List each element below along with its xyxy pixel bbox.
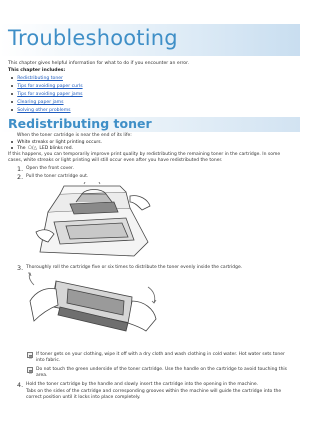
toc-link-clearing-jams[interactable]: Clearing paper jams [17, 99, 64, 105]
toc-item [11, 74, 83, 82]
note-text: If toner gets on your clothing, wipe it off with a dry cloth and wash clothing in cold water. Hot water sets toner into fabric. [36, 352, 285, 363]
step-detail: Tabs on the sides of the cartridge and corresponding grooves within the machine will guide the cartridge into the correct position until it locks into place completely. [26, 389, 282, 400]
step-text: Pull the toner cartridge out. [26, 174, 89, 179]
toc-link-redistributing-toner[interactable]: Redistributing toner [17, 75, 63, 81]
toc-item [11, 98, 83, 106]
bullet-icon [11, 77, 13, 79]
section-title: Redistributing toner [8, 116, 152, 131]
intro-text: This chapter gives helpful information for what to do if you encounter an error. [8, 61, 190, 66]
step-number: 2. [17, 173, 24, 181]
toc-item [11, 106, 83, 114]
led-icon: ⎔/△ [28, 145, 37, 151]
symptom-text: LED blinks red. [39, 145, 73, 151]
symptom-prefix: The [17, 145, 26, 151]
symptom-item [11, 139, 102, 145]
chapter-toc [11, 74, 83, 114]
step-text: Open the front cover. [26, 166, 74, 171]
note-icon [27, 352, 33, 358]
toc-link-paper-curls[interactable]: Tips for avoiding paper curls [17, 83, 83, 89]
toc-link-paper-jams-tips[interactable]: Tips for avoiding paper jams [17, 91, 83, 97]
section-paragraph: If this happens, you can temporarily improve print quality by redistributing the remaining toner in the cartridge. In some cases, white streaks or light printing will still occur even after you have redistributed the toner. [8, 152, 281, 163]
step-number: 4. [17, 381, 24, 389]
bullet-icon [11, 109, 13, 111]
symptom-list [11, 139, 102, 151]
printer-cartridge-illustration [30, 182, 158, 260]
roll-cartridge-illustration [28, 271, 160, 349]
symptom-text: White streaks or light printing occurs. [17, 139, 103, 145]
bullet-icon [11, 93, 13, 95]
caution-text: Do not touch the green underside of the toner cartridge. Use the handle on the cartridge to avoid touching this area. [36, 367, 288, 378]
bullet-icon [11, 141, 13, 143]
toc-item [11, 90, 83, 98]
section-lead: When the toner cartridge is near the end of its life: [17, 133, 132, 138]
toc-link-solving-problems[interactable]: Solving other problems [17, 107, 71, 113]
symptom-item [11, 145, 102, 151]
step-number: 3. [17, 264, 24, 272]
step-number: 1. [17, 165, 24, 173]
page-title: Troubleshooting [8, 26, 178, 50]
toc-item [11, 82, 83, 90]
bullet-icon [11, 147, 13, 149]
step-text: Hold the toner cartridge by the handle and slowly insert the cartridge into the opening in the machine. [26, 382, 259, 387]
step-text: Thoroughly roll the cartridge five or six times to distribute the toner evenly inside the cartridge. [26, 265, 243, 270]
bullet-icon [11, 101, 13, 103]
includes-label: This chapter includes: [8, 68, 66, 73]
caution-icon [27, 367, 33, 373]
bullet-icon [11, 85, 13, 87]
